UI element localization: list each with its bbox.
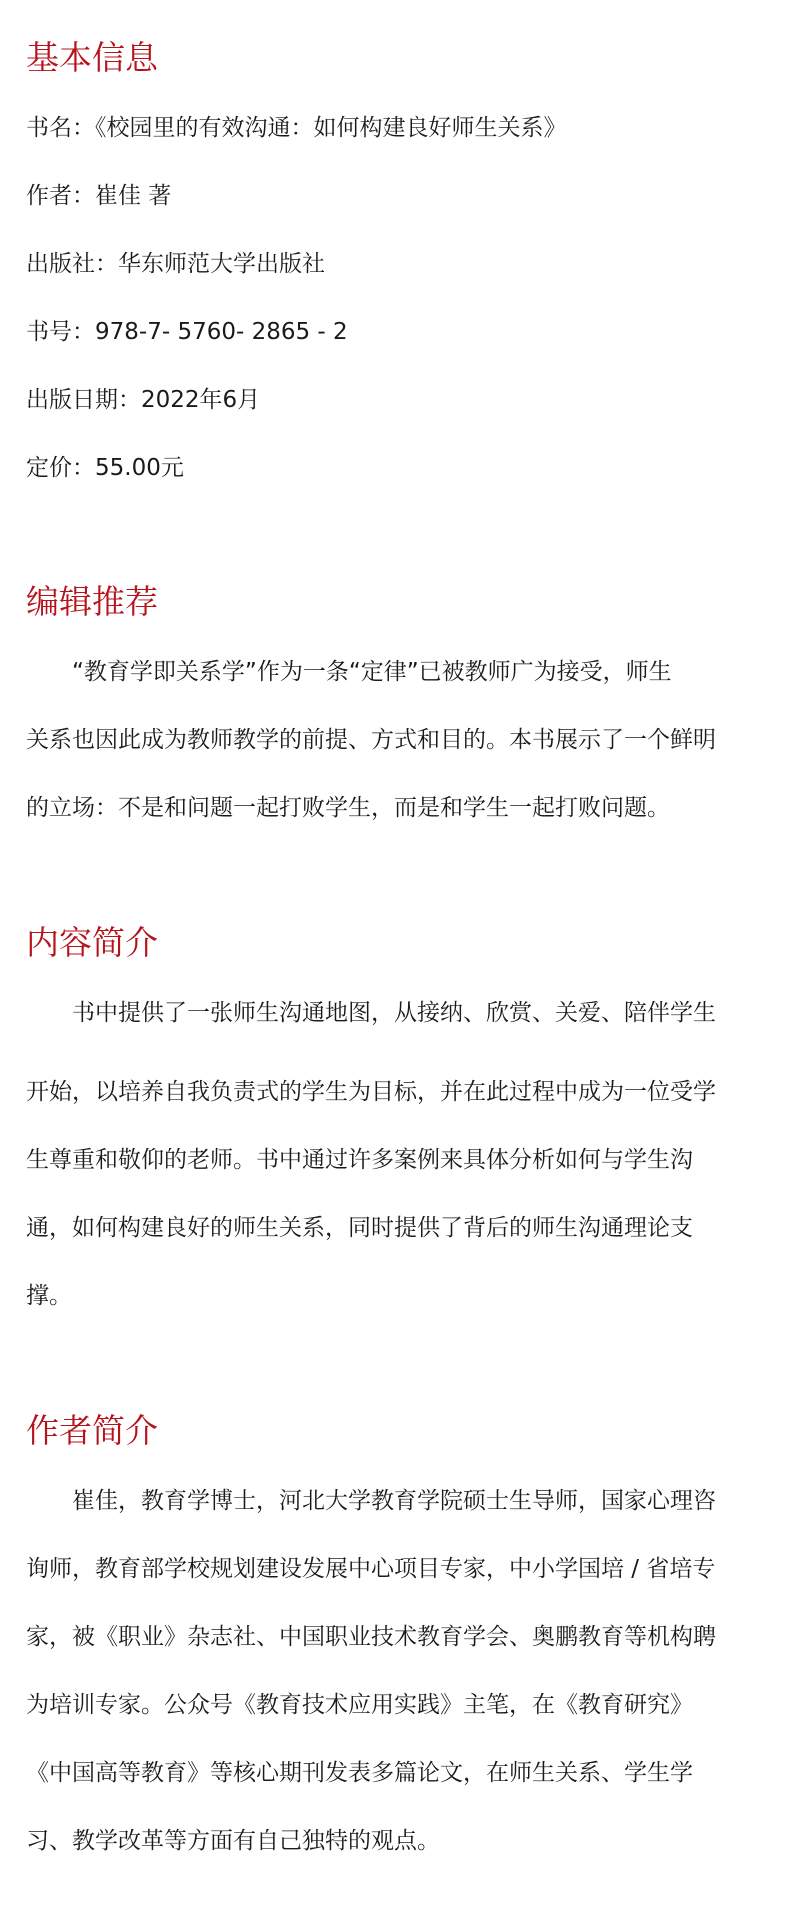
paragraph-line: 关系也因此成为教师教学的前提、方式和目的。本书展示了一个鲜明 xyxy=(26,727,716,753)
section-heading-editor-recommendation: 编辑推荐 xyxy=(26,582,158,621)
paragraph-line: “教育学即关系学”作为一条“定律”已被教师广为接受，师生 xyxy=(72,659,672,685)
paragraph-line: 为培训专家。公众号《教育技术应用实践》主笔，在《教育研究》 xyxy=(26,1692,693,1718)
paragraph-line: 《中国高等教育》等核心期刊发表多篇论文，在师生关系、学生学 xyxy=(26,1760,693,1786)
paragraph-line: 通，如何构建良好的师生关系，同时提供了背后的师生沟通理论支 xyxy=(26,1215,693,1241)
publish-date-line: 出版日期：2022年6月 xyxy=(26,387,261,413)
section-heading-author-intro: 作者简介 xyxy=(26,1411,158,1450)
paragraph-line: 家，被《职业》杂志社、中国职业技术教育学会、奥鹏教育等机构聘 xyxy=(26,1624,716,1650)
paragraph-line: 询师，教育部学校规划建设发展中心项目专家，中小学国培 / 省培专 xyxy=(26,1556,716,1582)
paragraph-line: 生尊重和敬仰的老师。书中通过许多案例来具体分析如何与学生沟 xyxy=(26,1147,693,1173)
paragraph-line: 习、教学改革等方面有自己独特的观点。 xyxy=(26,1828,440,1854)
section-heading-content-summary: 内容简介 xyxy=(26,923,158,962)
paragraph-line: 撑。 xyxy=(26,1283,72,1309)
author-line: 作者：崔佳 著 xyxy=(26,183,172,209)
paragraph-line: 的立场：不是和问题一起打败学生，而是和学生一起打败问题。 xyxy=(26,795,670,821)
paragraph-line: 崔佳，教育学博士，河北大学教育学院硕士生导师，国家心理咨 xyxy=(72,1488,716,1514)
publisher-line: 出版社：华东师范大学出版社 xyxy=(26,251,325,277)
paragraph-line: 书中提供了一张师生沟通地图，从接纳、欣赏、关爱、陪伴学生 xyxy=(72,1000,716,1026)
isbn-line: 书号：978-7- 5760- 2865 - 2 xyxy=(26,319,348,345)
book-title-line: 书名：《校园里的有效沟通：如何构建良好师生关系》 xyxy=(26,115,567,141)
price-line: 定价：55.00元 xyxy=(26,455,184,481)
paragraph-line: 开始，以培养自我负责式的学生为目标，并在此过程中成为一位受学 xyxy=(26,1079,716,1105)
section-heading-basic-info: 基本信息 xyxy=(26,38,158,77)
